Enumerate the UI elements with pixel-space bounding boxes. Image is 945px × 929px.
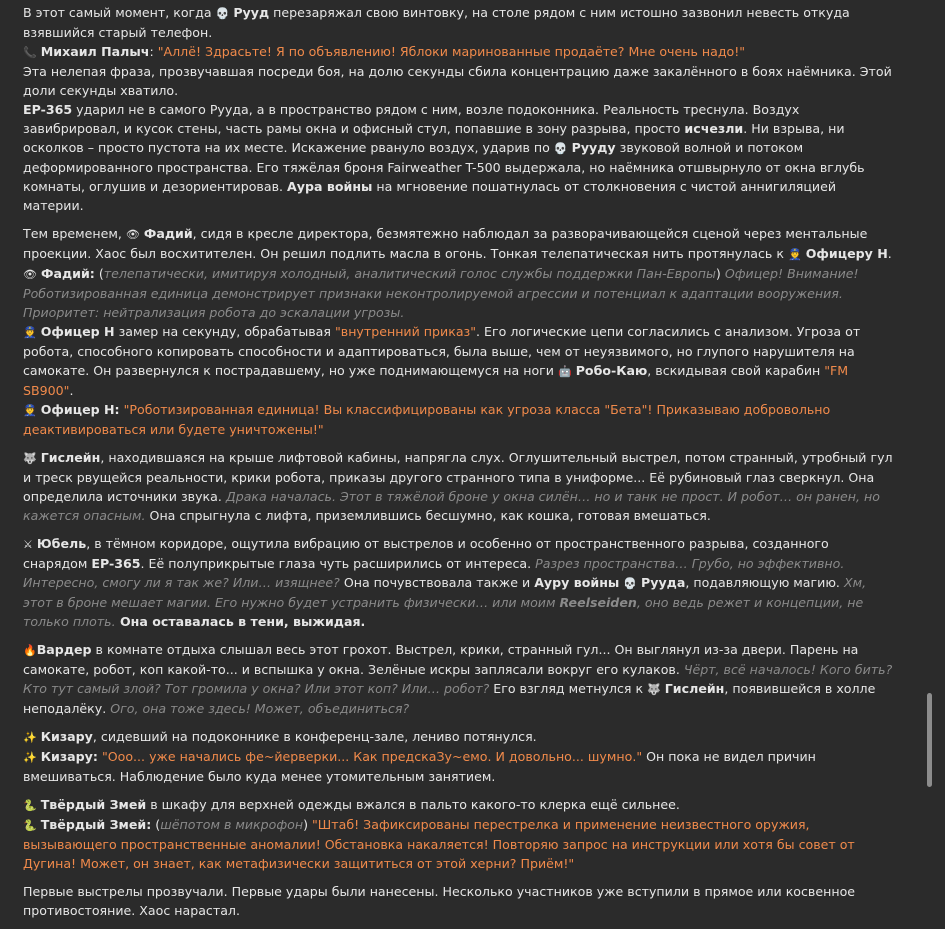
character-ruud: Рууду [571,140,616,155]
officer-icon: 👮 [23,404,37,417]
paragraph-yubel [23,534,895,631]
character-fadiy: Фадий [143,226,193,241]
text-line: Первые выстрелы прозвучали. Первые удары были нанесены. Несколько участников уже вступили в прямое или косвенное противостояние. Хаос нарастал. [23,884,856,918]
character-officer: Офицер Н [40,324,115,339]
dialogue-line: 🐍 Твёрдый Змей: (шёпотом в микрофон) "Штаб! Зафиксированы перестрелка и применение неизвестного оружия, вызывающего пространственные аномалии! Обстановка накаляется! Повторяю запрос на инструкции или хотя бы совет от Дугина! Может, он знает, как метафизически защититься от этой херни? Приём!" [23,817,855,871]
character-ruud: Рууда [641,575,686,590]
dialogue-line: ✨ Кизару: "Ооо... уже начались фе~йерверки... Как предскаЗу~емо. И довольно... шумно." Он пока не видел причин вмешиваться. Наблюдение было куда менее утомительным занятием. [23,749,816,784]
thought-text: Хм, этот в броне мешает магии. Его нужно будет устранить физически… или моим [23,575,867,610]
paragraph-gislein [23,448,895,525]
snake-icon: 🐍 [23,799,37,812]
sparkle-icon: ✨ [23,751,37,764]
speaker-kizaru: Кизару: [40,749,98,764]
fire-icon: 🔥 [23,644,37,657]
eye-icon: 👁 [23,268,37,281]
paragraph-kizaru [23,727,895,786]
robot-icon: 🤖 [557,365,572,378]
text-line: ⚔ Юбель, в тёмном коридоре, ощутила вибрацию от выстрелов и особенно от пространственного разрыва, созданного снарядом EP-365. Её полуприкрытые глаза чуть расширились от интереса. Разрез пространства… Грубо, но эффективно. Интересно, смогу ли я так же? Или… изящнее? Она почувствовала также и Ауру войны 💀 Рууда, подавляющую магию. Хм, этот в броне мешает магии. Его нужно будет устранить физически… или моим Reelseiden, оно ведь режет и концепции, не только плоть. Она оставалась в тени, выжидая. [23,536,867,629]
text-line: 🔥Вардер в комнате отдыха слышал весь этот грохот. Выстрел, крики, странный гул... Он выглянул из-за двери. Парень на самокате, робот, коп какой-то... и вспышка у окна. Зелёные искры заплясали вокруг его кулаков. Чёрт, всё началось! Кого бить? Кто тут самый злой? Тот громила у окна? Или этот коп? Или… робот? Его взгляд метнулся к 🐺 Гислейн, появившейся в холле неподалёку. Ого, она тоже здесь! Может, объединиться? [23,642,893,716]
stage-direction: шёпотом в микрофон [160,817,304,832]
officer-icon: 👮 [787,248,802,261]
weapon-ep365: EP-365 [23,102,73,117]
stage-direction: телепатически, имитируя холодный, аналитический голос службы поддержки Пан-Европы [103,266,716,281]
skull-icon: 💀 [215,7,230,20]
dialogue-line [23,400,895,439]
text-line: Тем временем, 👁 Фадий, сидя в кресле директора, безмятежно наблюдал за разворачивающейся сценой через ментальные проекции. Хаос был восхитителен. Он решил подлить масла в огонь. Тонкая телепатическая нить протянулась к 👮 Офицеру Н. [23,226,892,261]
speaker-officer: Офицер Н: [40,402,120,417]
thought-text: , оно ведь режет и концепции, не только плоть. [23,595,864,629]
text-line: В этот самый момент, когда 💀 Рууд перезаряжал свою винтовку, на столе рядом с ним истошно зазвонил невесть откуда взявшийся старый телефон. [23,5,850,40]
character-vardor: Вардер [36,642,92,657]
paragraph-summary [23,882,895,920]
ability-aura: Аура войны [287,179,373,194]
chat-log [23,3,895,929]
thought-text: Ого, она тоже здесь! Может, объединиться? [110,701,410,716]
paragraph-ep365 [23,3,895,215]
weapon-reelseiden: Reelseiden [559,595,637,610]
quote-text: "Штаб! Зафиксированы перестрелка и применение неизвестного оружия, вызывающего пространственные аномалии! Обстановка накаляется! Повторяю запрос на инструкции или хотя бы совет от Дугина! Может, он знает, как метафизически защититься от этой херни? Приём!" [23,817,855,871]
paragraph-vardor [23,640,895,718]
dialogue-line: 👁 Фадий: (телепатически, имитируя холодный, аналитический голос службы поддержки Пан-Европы) Офицер! Внимание! Роботизированная единица демонстрирует признаки неконтролируемой агрессии и потенциал к адаптации вооружения. Приоритет: нейтрализация робота до эскалации угрозы. [23,266,859,320]
dialogue-line: 📞 Михаил Палыч: "Аллё! Здрасьте! Я по объявлению! Яблоки маринованные продаёте? Мне очень надо!" [23,44,746,59]
text-line: 👮 Офицер Н замер на секунду, обрабатывая "внутренний приказ". Его логические цепи согласились с анализом. Угроза от робота, способного копировать способности и адаптироваться, была выше, чем от неуязвимого, но глупого нарушителя на самокате. Он развернулся к пострадавшему, но уже поднимающемуся на ноги 🤖 Робо-Каю, вскидывая свой карабин "FM SB900". [23,324,861,398]
weapon-ep365: EP-365 [91,556,141,571]
skull-icon: 💀 [553,142,568,155]
paragraph-fadiy [23,224,895,439]
text-line: EP-365 ударил не в самого Рууда, а в пространство рядом с ним, возле подоконника. Реальность треснула. Воздух завибрировал, и кусок стены, часть рамы окна и офисный стул, попавшие в зону разрыва, просто исчезли. Ни взрыва, ни осколков – просто пустота на их месте. Искажение рвануло воздух, ударив по 💀 Рууду звуковой волной и потоком деформированного пространства. Его тяжёлая броня Fairweather T-500 выдержала, но наёмника отшвырнуло от окна вглубь комнаты, оглушив и дезориентировав. Аура войны на мгновение пошатнулась от столкновения с чистой аннигиляцией материи. [23,102,865,213]
skull-icon: 💀 [623,577,638,590]
crossed-swords-icon: ⚔ [23,538,33,551]
character-yubel: Юбель [36,536,87,551]
character-officer: Офицеру Н [805,246,888,261]
officer-icon: 👮 [23,326,37,339]
emphasis-vanished: исчезли [684,121,744,136]
character-gislein: Гислейн [40,450,101,465]
paragraph-snake [23,795,895,873]
text-line: ✨ Кизару, сидевший на подоконнике в конференц-зале, лениво потянулся. [23,729,537,744]
weapon-name: "FM SB900" [23,363,849,398]
character-snake: Твёрдый Змей [40,797,147,812]
text-line: Эта нелепая фраза, прозвучавшая посреди боя, на долю секунды сбила концентрацию даже закалённого в боях наёмника. Этой доли секунды хватило. [23,64,892,98]
speaker-fadiy: Фадий: [40,266,95,281]
quote-text: "Роботизированная единица! Вы классифицированы как угроза класса "Бета"! Приказываю добровольно деактивироваться или будете уничтожены!" [23,402,831,437]
snake-icon: 🐍 [23,819,37,832]
thought-text: Чёрт, всё началось! Кого бить? Кто тут самый злой? Тот громила у окна? Или этот коп? Или… робот? [23,662,893,696]
thought-text: Офицер! Внимание! Роботизированная единица демонстрирует признаки неконтролируемой агрессии и потенциал к адаптации вооружения. Приоритет: нейтрализация робота до эскалации угрозы. [23,266,859,320]
text-line: 🐍 Твёрдый Змей в шкафу для верхней одежды вжался в пальто какого-то клерка ещё сильнее. [23,797,680,812]
text-line: 🐺 Гислейн, находившаяся на крыше лифтовой кабины, напрягла слух. Оглушительный выстрел, потом странный, утробный гул и треск рвущейся реальности, крики робота, приказы другого странного типа в униформе... Её рубиновый глаз сверкнул. Она определила источники звука. Драка началась. Этот в тяжёлой броне у окна силён… но и танк не прост. И робот… он ранен, но кажется опасным. Она спрыгнула с лифта, приземлившись бесшумно, как кошка, готовая вмешаться. [23,450,893,523]
thought-text: Разрез пространства… Грубо, но эффективно. Интересно, смогу ли я так же? Или… изящнее? [23,556,845,590]
quote-text: "Ооо... уже начались фе~йерверки... Как предскаЗу~емо. И довольно... шумно." [101,749,643,764]
phone-icon: 📞 [23,46,37,59]
character-ruud: Рууд [233,5,270,20]
character-robo-kai: Робо-Каю [575,363,648,378]
sparkle-icon: ✨ [23,731,37,744]
wolf-icon: 🐺 [23,452,37,465]
speaker-snake: Твёрдый Змей: [40,817,152,832]
quote-text: "внутренний приказ" [334,324,477,339]
quote-text: "Аллё! Здрасьте! Я по объявлению! Яблоки маринованные продаёте? Мне очень надо!" [157,44,746,59]
character-gislein: Гислейн [664,681,725,696]
character-kizaru: Кизару [40,729,93,744]
eye-icon: 👁 [125,228,140,241]
wolf-icon: 🐺 [647,683,661,696]
scrollbar-thumb[interactable] [927,693,932,787]
thought-text: Драка началась. Этот в тяжёлой броне у окна силён… но и танк не прост. И робот… он ранен, но кажется опасным. [23,489,880,523]
speaker-mikhail-palych: Михаил Палыч [40,44,150,59]
ability-aura: Ауру войны [534,575,620,590]
